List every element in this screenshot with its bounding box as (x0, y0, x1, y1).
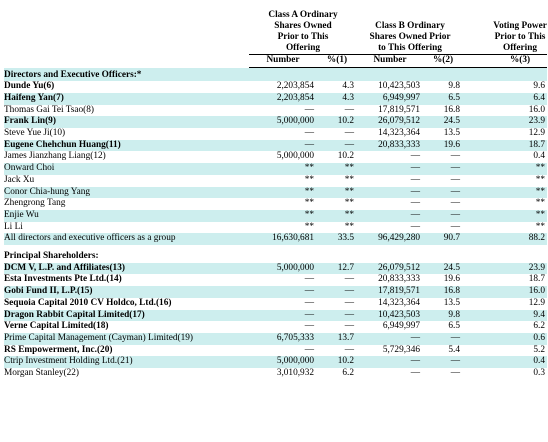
table-row (4, 263, 547, 275)
class-b-number: 14,323,364 (378, 297, 420, 308)
table-row (4, 310, 547, 322)
table-row (4, 356, 547, 368)
class-b-pct: 90.7 (423, 233, 463, 245)
class-b-number: 17,819,571 (378, 104, 420, 115)
class-b-pct: — (423, 163, 463, 175)
class-b-pct: 13.5 (443, 297, 461, 308)
class-a-number-header: Number (249, 55, 317, 68)
table-row (4, 163, 547, 175)
class-a-pct: ** (317, 210, 357, 222)
table-row (4, 198, 547, 210)
class-b-number: — (357, 210, 423, 222)
class-b-number: — (410, 151, 420, 162)
class-b-pct: 13.5 (443, 128, 461, 139)
class-b-pct: 9.8 (448, 81, 461, 92)
class-a-number: — (304, 344, 314, 355)
holder-name: Jack Xu (4, 174, 35, 185)
holder-name: James Jianzhang Liang(12) (4, 151, 106, 162)
holder-name: Gobi Fund II, L.P.(15) (4, 286, 249, 298)
class-b-pct: — (423, 187, 463, 199)
voting-pct: 6.4 (463, 93, 547, 105)
class-b-pct: 9.8 (423, 310, 463, 322)
table-row (4, 140, 547, 152)
class-a-pct: — (317, 286, 357, 298)
class-a-pct: 10.2 (337, 151, 354, 162)
class-b-number: — (410, 368, 420, 379)
table-row (4, 128, 547, 140)
voting-pct: 12.9 (528, 297, 546, 308)
table-row (4, 81, 547, 93)
class-b-number: 26,079,512 (357, 116, 423, 128)
class-b-pct-header: %(2) (423, 55, 463, 68)
table-row (4, 151, 547, 163)
class-a-number: 5,000,000 (249, 263, 317, 275)
voting-pct: 0.3 (533, 368, 546, 379)
class-a-number: — (249, 140, 317, 152)
class-a-pct: ** (344, 221, 354, 232)
table-row (4, 233, 547, 245)
voting-pct: 18.7 (528, 274, 546, 285)
table-row (4, 345, 547, 357)
voting-pct: ** (463, 163, 547, 175)
class-b-number: — (357, 163, 423, 175)
holder-name: Esta Investments Pte Ltd.(14) (4, 274, 122, 285)
holder-name: Onward Choi (4, 163, 249, 175)
table-row (4, 368, 547, 380)
class-a-pct: — (344, 274, 354, 285)
holder-name: Conor Chia-hung Yang (4, 187, 249, 199)
voting-pct: 9.4 (463, 310, 547, 322)
table-row (4, 175, 547, 187)
class-a-pct: ** (317, 163, 357, 175)
class-a-pct: — (344, 321, 354, 332)
class-b-pct: 6.5 (448, 321, 461, 332)
table-row (4, 274, 547, 286)
class-b-pct: 19.6 (423, 140, 463, 152)
section-principal: Principal Shareholders: (4, 251, 99, 262)
class-a-number: ** (304, 198, 314, 209)
class-b-pct: 16.8 (423, 286, 463, 298)
class-b-number: 6,949,997 (357, 93, 423, 105)
class-a-pct: ** (317, 187, 357, 199)
table-row (4, 93, 547, 105)
holder-name: Morgan Stanley(22) (4, 368, 79, 379)
class-b-pct: — (423, 356, 463, 368)
class-a-number: ** (249, 187, 317, 199)
holder-name: Thomas Gai Tei Tsao(8) (4, 104, 95, 115)
holder-name: Zhengrong Tang (4, 198, 66, 209)
class-a-pct: — (344, 344, 354, 355)
class-a-number: 3,010,932 (276, 368, 314, 379)
voting-pct: 23.9 (463, 263, 547, 275)
voting-power-header: Voting Power Prior to This Offering (463, 0, 547, 55)
table-row (4, 187, 547, 199)
class-a-pct: 4.3 (342, 81, 354, 92)
class-b-pct: — (450, 368, 461, 379)
beneficial-ownership-table (4, 0, 547, 380)
holder-name: Ctrip Investment Holding Ltd.(21) (4, 356, 249, 368)
class-a-number: 6,705,333 (249, 333, 317, 345)
class-a-number: — (304, 321, 314, 332)
class-b-number: 26,079,512 (357, 263, 423, 275)
class-a-header: Class A Ordinary Shares Owned Prior to This Offering (249, 0, 357, 55)
holder-name: RS Empowerment, Inc.(20) (4, 344, 113, 355)
class-a-number: ** (304, 174, 314, 185)
holder-name: Prime Capital Management (Cayman) Limited(19) (4, 333, 249, 345)
holder-name: Haifeng Yan(7) (4, 93, 249, 105)
voting-pct: 16.0 (528, 104, 546, 115)
class-a-pct: 10.2 (317, 116, 357, 128)
voting-pct: 9.6 (533, 81, 546, 92)
class-b-pct: 24.5 (423, 263, 463, 275)
voting-pct: 0.6 (463, 333, 547, 345)
holder-name: Li Li (4, 221, 23, 232)
class-b-number-header: Number (357, 55, 423, 68)
class-a-number: — (304, 104, 314, 115)
class-a-pct: 13.7 (317, 333, 357, 345)
class-b-header: Class B Ordinary Shares Owned Prior to This Offering (357, 0, 463, 55)
class-a-number: — (304, 297, 314, 308)
class-a-number: 2,203,854 (276, 81, 314, 92)
class-b-number: 5,729,346 (382, 344, 420, 355)
section-directors: Directors and Executive Officers:* (4, 67, 547, 81)
voting-pct: 12.9 (528, 128, 546, 139)
voting-pct: 6.2 (533, 321, 546, 332)
class-a-pct: ** (344, 174, 354, 185)
class-b-pct: — (423, 333, 463, 345)
holder-name: Enjie Wu (4, 210, 249, 222)
class-a-pct: ** (344, 198, 354, 209)
holder-name: Eugene Chehchun Huang(11) (4, 140, 249, 152)
voting-pct: 88.2 (463, 233, 547, 245)
class-b-pct: — (450, 151, 461, 162)
table-row (4, 286, 547, 298)
table-row (4, 298, 547, 310)
class-a-number: 5,000,000 (249, 116, 317, 128)
class-a-number: 16,630,681 (249, 233, 317, 245)
class-a-number: — (304, 274, 314, 285)
class-a-pct: — (317, 140, 357, 152)
voting-pct: ** (463, 210, 547, 222)
voting-pct-header: %(3) (463, 55, 547, 68)
class-b-pct: — (450, 221, 461, 232)
holder-name: Dragon Rabbit Capital Limited(17) (4, 310, 249, 322)
class-b-number: 20,833,333 (357, 140, 423, 152)
class-b-pct: 19.6 (443, 274, 461, 285)
voting-pct: 0.4 (533, 151, 546, 162)
class-a-number: 5,000,000 (276, 151, 314, 162)
class-b-number: — (357, 333, 423, 345)
class-b-number: — (410, 221, 420, 232)
class-a-pct: 4.3 (317, 93, 357, 105)
holder-name: All directors and executive officers as a group (4, 233, 249, 245)
table-row (4, 116, 547, 128)
voting-pct: 18.7 (463, 140, 547, 152)
voting-pct: 16.0 (463, 286, 547, 298)
holder-name: Frank Lin(9) (4, 116, 249, 128)
class-b-number: 17,819,571 (357, 286, 423, 298)
table-row (4, 222, 547, 234)
class-a-number: ** (249, 210, 317, 222)
class-b-number: 10,423,503 (357, 310, 423, 322)
class-a-pct: — (344, 297, 354, 308)
class-b-number: 96,429,280 (357, 233, 423, 245)
class-b-number: 10,423,503 (378, 81, 420, 92)
voting-pct: ** (535, 198, 546, 209)
class-b-number: — (410, 174, 420, 185)
class-b-pct: 6.5 (423, 93, 463, 105)
holder-name: Dunde Yu(6) (4, 81, 55, 92)
holder-name: Verne Capital Limited(18) (4, 321, 109, 332)
class-a-pct: 33.5 (317, 233, 357, 245)
class-b-pct: — (450, 174, 461, 185)
class-b-number: 14,323,364 (378, 128, 420, 139)
class-b-pct: 16.8 (443, 104, 461, 115)
class-a-pct: 6.2 (342, 368, 354, 379)
class-b-number: — (357, 187, 423, 199)
class-a-pct-header: %(1) (317, 55, 357, 68)
table-row (4, 333, 547, 345)
class-b-number: 6,949,997 (382, 321, 420, 332)
class-a-number: 5,000,000 (249, 356, 317, 368)
class-b-number: — (410, 198, 420, 209)
class-a-number: — (249, 286, 317, 298)
class-a-number: — (304, 128, 314, 139)
class-a-pct: — (317, 310, 357, 322)
table-row (4, 210, 547, 222)
voting-pct: 0.4 (463, 356, 547, 368)
holder-name: Steve Yue Ji(10) (4, 128, 66, 139)
class-a-pct: 12.7 (317, 263, 357, 275)
class-a-number: ** (249, 163, 317, 175)
class-b-number: 20,833,333 (378, 274, 420, 285)
table-row (4, 105, 547, 117)
voting-pct: ** (463, 187, 547, 199)
class-a-number: — (249, 310, 317, 322)
class-b-pct: 24.5 (423, 116, 463, 128)
voting-pct: ** (535, 221, 546, 232)
holder-name: Sequoia Capital 2010 CV Holdco, Ltd.(16) (4, 297, 172, 308)
class-b-pct: — (450, 198, 461, 209)
class-a-pct: 10.2 (317, 356, 357, 368)
class-a-pct: — (344, 104, 354, 115)
class-a-number: ** (304, 221, 314, 232)
table-row (4, 321, 547, 333)
class-b-pct: 5.4 (448, 344, 461, 355)
class-b-pct: — (423, 210, 463, 222)
voting-pct: 23.9 (463, 116, 547, 128)
voting-pct: 5.2 (533, 344, 546, 355)
class-a-pct: — (344, 128, 354, 139)
class-a-number: 2,203,854 (249, 93, 317, 105)
class-b-number: — (357, 356, 423, 368)
voting-pct: ** (535, 174, 546, 185)
holder-name: DCM V, L.P. and Affiliates(13) (4, 263, 249, 275)
